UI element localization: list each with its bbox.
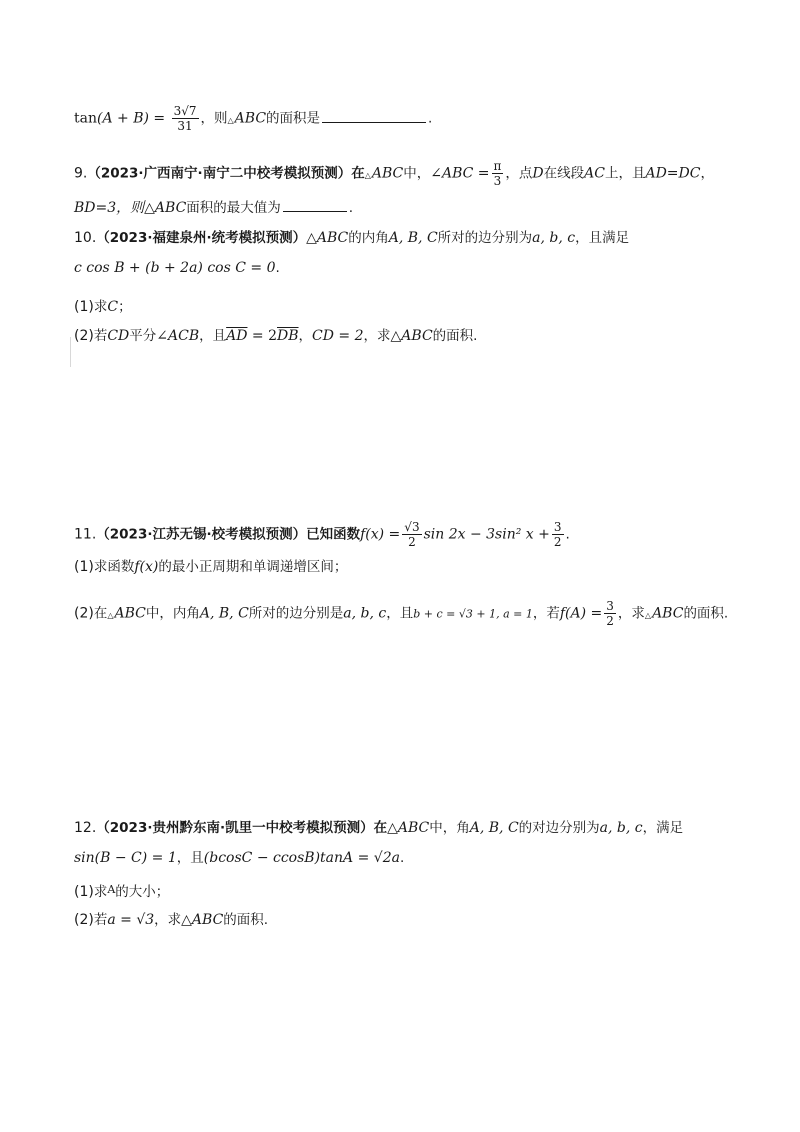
question-number: 9. [74,165,88,182]
triangle-name: △ABC [181,912,224,928]
triangle-symbol: △ [227,115,234,125]
text-segment: 平分 [129,328,157,344]
question-source: （2023·贵州黔东南·凯里一中校考模拟预测）在 [96,820,388,836]
text-segment: 的对边分别为 [518,820,600,836]
q11-part-1 [74,557,347,577]
text-segment: 上，且 [604,165,646,182]
text-segment: ， [700,165,714,182]
angles-list: A, B, C [469,820,519,836]
fraction-denominator: 2 [606,614,614,628]
triangle-name: ABC [114,605,146,622]
question-number: 10. [74,230,97,246]
q11-part-2 [74,599,728,628]
text-segment: ，且满足 [575,230,630,246]
text-segment: 所对的边分别是 [248,605,344,622]
function-name: f(x) [134,559,159,575]
text-segment: ，且 [386,605,414,622]
fraction-denominator: 2 [553,535,562,549]
q9-line-2 [74,198,353,218]
text-segment: ，若 [532,605,560,622]
text-segment: 若 [93,912,108,928]
segment-ac: AC [584,165,605,182]
text-segment: 中， [403,165,431,182]
vector-ad: $\overline{AD}$ [226,328,248,344]
text-segment: 求函数 [93,559,135,575]
triangle-name: △ABC [144,200,187,216]
q10-equation-line [74,258,280,278]
q10-line-1 [74,228,629,248]
text-segment: ； [118,299,132,315]
text-segment: ，求 [617,605,645,622]
triangle-symbol: △ [107,610,114,620]
fraction [552,520,564,549]
triangle-name: △ABC [390,328,433,344]
text-segment: ，求 [363,328,391,344]
triangle-name: △ABC [387,820,430,836]
period: . [275,260,280,276]
fraction-denominator: 31 [177,119,193,133]
text-segment: 中，角 [429,820,470,836]
q11-line-1 [74,520,570,549]
text-segment: 中，内角 [145,605,200,622]
fraction-denominator: 2 [408,535,416,549]
side-condition: b + c = √3 + 1, a = 1 [413,607,533,621]
text-segment: ，且 [199,328,227,344]
part-label: (1) [74,559,94,575]
text-segment: 的面积. [683,605,729,622]
text-segment: 求 [93,299,108,315]
text-segment: 的面积是 [266,110,321,127]
fraction-denominator: 3 [493,174,502,188]
triangle-name: ABC [652,605,684,622]
text-segment: 的内角 [348,230,389,246]
triangle-name: ABC [371,165,404,182]
angle-expression: ∠ABC = [430,165,490,182]
fraction-numerator: √3 [404,520,420,534]
text-segment: 的大小； [115,884,170,900]
side-a-value: a = √3 [107,912,155,928]
fraction-numerator: 3 [553,520,562,534]
equals-sign: = [148,110,170,127]
answer-blank[interactable] [283,199,347,212]
vector-db: $\overline{DB}$ [277,328,299,344]
tan-argument: (A + B) [97,110,149,127]
question-source: （2023·广西南宁·南宁二中校考模拟预测）在 [87,165,365,182]
part-label: (2) [74,605,94,622]
period: . [348,200,354,216]
text-segment: 面积的最大值为 [186,200,281,216]
triangle-symbol: △ [364,170,371,180]
condition-equation: c cos B + (b + 2a) cos C = 0 [74,260,276,276]
q12-part-2 [74,910,268,930]
point-d: D [532,165,544,182]
triangle-name: ABC [234,110,267,127]
sine-condition: sin(B − C) = 1 [74,850,177,866]
q10-part-1 [74,297,132,317]
triangle-name: △ABC [306,230,349,246]
function-value: f(A) = [559,605,603,622]
text-segment: 求 [93,884,108,900]
text-segment: 所对的边分别为 [437,230,533,246]
function-name: f(x) = [360,526,401,543]
cd-length: CD = 2 [312,328,364,344]
fraction-numerator: 3√7 [173,104,197,118]
bd-condition: BD=3，则 [74,200,145,216]
segment-cd: CD [107,328,130,344]
sides-list: a, b, c [343,605,387,622]
question-number: 12. [74,820,97,836]
text-segment: ，求 [154,912,182,928]
angles-list: A, B, C [199,605,249,622]
margin-rule [70,337,71,367]
fraction [604,599,616,628]
text-segment: ，满足 [642,820,684,836]
period: . [428,110,433,127]
period: . [565,526,570,543]
text-segment: ，点 [505,165,533,182]
text-segment: 的最小正周期和单调递增区间； [158,559,348,575]
angles-list: A, B, C [388,230,438,246]
question-number: 11. [74,526,97,543]
q10-part-2 [74,326,477,346]
q12-part-1 [74,880,169,902]
fraction-numerator: π [493,159,502,173]
part-label: (1) [74,299,94,315]
text-segment: 在线段 [543,165,585,182]
fraction-numerator: 3 [606,599,614,613]
condition-expression: AD=DC [645,165,701,182]
question-source: （2023·福建泉州·统考模拟预测） [96,230,307,246]
fraction [172,104,199,133]
part-label: (1) [74,884,94,900]
angle-acb: ∠ACB [156,328,200,344]
fraction [492,159,504,188]
part-label: (2) [74,912,94,928]
triangle-symbol: △ [644,610,652,620]
text-segment: 在 [93,605,108,622]
text-segment: ，且 [176,850,204,866]
q8-answer-line [74,104,432,133]
answer-blank[interactable] [322,110,426,123]
sides-list: a, b, c [599,820,643,836]
sides-list: a, b, c [532,230,576,246]
text-segment: ，则 [200,110,228,127]
period: . [399,850,405,866]
q9-line-1 [74,159,714,188]
part-label: (2) [74,328,94,344]
function-body: sin 2x − 3sin² x + [423,526,550,543]
q12-line-2 [74,848,404,868]
tan-text: tan [74,110,97,127]
text-segment: ， [298,328,313,344]
text-segment: 的面积. [432,328,478,344]
text-segment: 的面积. [223,912,269,928]
tangent-condition: (bcosC − ccosB)tanA = √2a [203,850,400,866]
question-source: （2023·江苏无锡·校考模拟预测）已知函数 [96,526,361,543]
equals-two: = 2 [247,328,278,344]
angle-c: C [107,299,119,315]
fraction [402,520,421,549]
q12-line-1 [74,818,683,838]
angle-a: A [107,883,116,896]
text-segment: 若 [93,328,108,344]
